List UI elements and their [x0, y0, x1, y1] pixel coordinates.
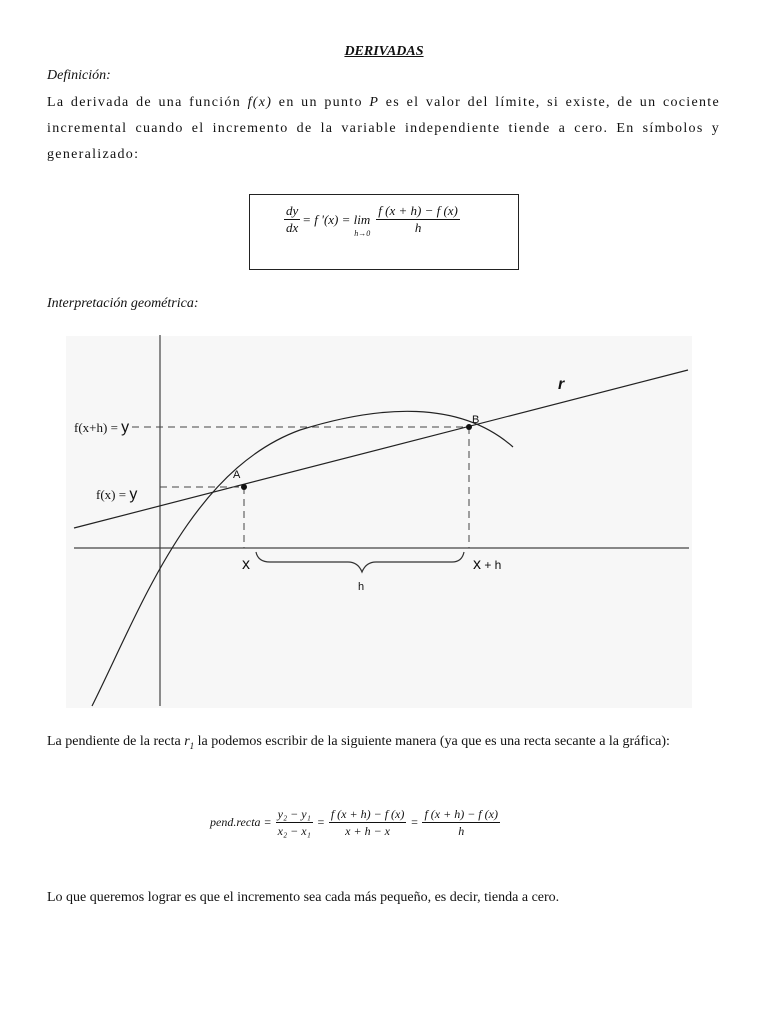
- definition-paragraph: [47, 90, 720, 168]
- label-fx-text: f(x) =: [96, 487, 130, 502]
- derivative-formula: [284, 203, 460, 236]
- slope-r-subscript: 1: [189, 740, 195, 751]
- slope-num-3: f (x + h) − f (x): [424, 807, 498, 821]
- lim-expression: [302, 211, 371, 238]
- definition-fx: f(x): [247, 95, 273, 110]
- slope-den-2: x + h − x: [345, 824, 391, 838]
- equals-1: =: [316, 815, 325, 829]
- dx: dx: [286, 220, 299, 235]
- slope-fraction-2: [329, 806, 407, 839]
- difference-quotient-denominator: h: [414, 220, 422, 235]
- page-title: DERIVADAS: [344, 44, 424, 59]
- slope-fraction-3: [422, 806, 500, 839]
- geometric-heading: Interpretación geométrica:: [47, 296, 199, 311]
- slope-num-2: f (x + h) − f (x): [330, 807, 405, 821]
- definition-text-2: en un punto: [272, 95, 370, 110]
- point-a-label: A: [233, 469, 241, 481]
- definition-point-p: P: [369, 95, 380, 110]
- equals-2: =: [410, 815, 419, 829]
- label-fx-y: y: [129, 486, 138, 503]
- difference-quotient-numerator: f (x + h) − f (x): [378, 203, 458, 218]
- slope-den-3: h: [458, 824, 465, 838]
- definition-heading: Definición:: [47, 68, 111, 83]
- derivative-formula-box: [249, 194, 519, 270]
- slope-r: r: [184, 734, 190, 749]
- dy: dy: [286, 203, 299, 218]
- lim-text: = f '(x) = lim: [302, 211, 371, 227]
- slope-lhs: pend.recta =: [210, 815, 272, 829]
- difference-quotient: [376, 203, 460, 236]
- label-fxh-text: f(x+h) =: [74, 420, 122, 435]
- xh-tick-rest: + h: [481, 558, 502, 572]
- slope-text-2: la podemos escribir de la siguiente manera (ya que es una recta secante a la gráfica):: [194, 734, 670, 749]
- dy-dx-fraction: [284, 203, 300, 236]
- slope-formula: [210, 806, 500, 839]
- slope-text-1: La pendiente de la recta: [47, 734, 185, 749]
- slope-fraction-1: [276, 806, 313, 839]
- h-label: h: [358, 581, 365, 593]
- x-tick-label: x: [242, 556, 250, 573]
- point-a-marker: [241, 484, 247, 490]
- secant-graph: [0, 325, 768, 715]
- definition-text-3: es el valor del límite, si existe, de un cociente incremental cuando el incremento de la variable independiente tiende a cero. En símbolos y generalizado:: [47, 95, 720, 162]
- slope-paragraph: [47, 730, 720, 758]
- xh-tick-label: [473, 556, 501, 573]
- line-label-r: r: [558, 376, 565, 393]
- point-b-label: B: [472, 414, 480, 426]
- label-fxh: [74, 419, 129, 436]
- slope-num-1: y₂ − y₁: [277, 807, 311, 821]
- label-fxh-y: y: [121, 419, 130, 436]
- xh-tick-x: x: [473, 556, 481, 573]
- closing-paragraph: Lo que queremos lograr es que el incremento sea cada más pequeño, es decir, tienda a cero.: [47, 890, 560, 905]
- lim-subscript: h→0: [354, 228, 371, 238]
- label-fx: [96, 486, 137, 503]
- slope-den-1: x₂ − x₁: [277, 824, 311, 838]
- definition-text-1: La derivada de una función: [47, 95, 248, 110]
